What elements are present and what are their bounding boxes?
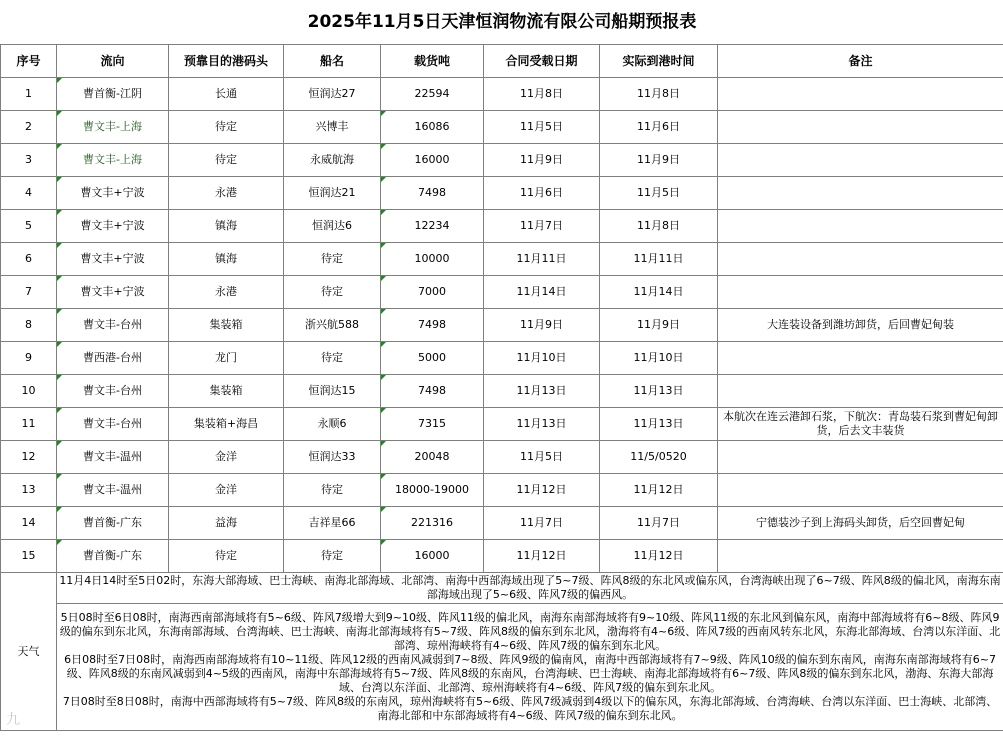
tonnage-cell: 16000 xyxy=(381,540,484,573)
ship-name-cell: 兴博丰 xyxy=(284,111,381,144)
ship-name-cell: 待定 xyxy=(284,540,381,573)
arrival-time-cell: 11/5/0520 xyxy=(600,441,718,474)
contract-date-cell: 11月12日 xyxy=(484,474,600,507)
port-cell: 待定 xyxy=(169,540,284,573)
watermark-logo: 九 xyxy=(6,712,20,728)
port-cell: 集装箱+海昌 xyxy=(169,408,284,441)
table-row xyxy=(1,210,1003,243)
contract-date-cell: 11月11日 xyxy=(484,243,600,276)
table-row xyxy=(1,177,1003,210)
weather-label: 天气 xyxy=(1,573,57,731)
header-cell: 船名 xyxy=(284,45,381,78)
port-cell: 金洋 xyxy=(169,441,284,474)
arrival-time-cell: 11月8日 xyxy=(600,78,718,111)
contract-date-cell: 11月8日 xyxy=(484,78,600,111)
tonnage-cell: 12234 xyxy=(381,210,484,243)
row-number: 14 xyxy=(1,507,57,540)
route-cell: 曹文丰-上海 xyxy=(57,144,169,177)
arrival-time-cell: 11月13日 xyxy=(600,375,718,408)
tonnage-cell: 7498 xyxy=(381,375,484,408)
contract-date-cell: 11月14日 xyxy=(484,276,600,309)
header-cell: 实际到港时间 xyxy=(600,45,718,78)
ship-name-cell: 待定 xyxy=(284,276,381,309)
row-number: 12 xyxy=(1,441,57,474)
header-cell: 流向 xyxy=(57,45,169,78)
table-row xyxy=(1,309,1003,342)
table-row xyxy=(1,342,1003,375)
weather-row xyxy=(1,573,1003,604)
row-number: 6 xyxy=(1,243,57,276)
ship-name-cell: 恒润达21 xyxy=(284,177,381,210)
remark-cell: 本航次在连云港卸石浆，下航次：青岛装石浆到曹妃甸卸货，后去文丰装货 xyxy=(718,408,1003,441)
table-row xyxy=(1,441,1003,474)
tonnage-cell: 7315 xyxy=(381,408,484,441)
table-row xyxy=(1,111,1003,144)
contract-date-cell: 11月5日 xyxy=(484,441,600,474)
remark-cell xyxy=(718,474,1003,507)
route-cell: 曹文丰+宁波 xyxy=(57,210,169,243)
port-cell: 永港 xyxy=(169,276,284,309)
ship-name-cell: 浙兴航588 xyxy=(284,309,381,342)
header-cell: 预靠目的港码头 xyxy=(169,45,284,78)
row-number: 8 xyxy=(1,309,57,342)
tonnage-cell: 5000 xyxy=(381,342,484,375)
arrival-time-cell: 11月12日 xyxy=(600,474,718,507)
ship-name-cell: 恒润达33 xyxy=(284,441,381,474)
ship-name-cell: 恒润达15 xyxy=(284,375,381,408)
header-cell: 合同受载日期 xyxy=(484,45,600,78)
route-cell: 曹文丰-台州 xyxy=(57,408,169,441)
table-row xyxy=(1,507,1003,540)
route-cell: 曹首衡-广东 xyxy=(57,507,169,540)
arrival-time-cell: 11月9日 xyxy=(600,144,718,177)
port-cell: 永港 xyxy=(169,177,284,210)
row-number: 3 xyxy=(1,144,57,177)
port-cell: 龙门 xyxy=(169,342,284,375)
weather-forecast-day5: 5日08时至6日08时，南海西南部海域将有5~6级、阵风7级增大到9~10级、阵风11级的偏北风，南海东南部海域将有9~10级、阵风11级的东北风到偏东风，南海中部海域将有6~8级、阵风9级的偏东到东北风，东海南部海域、台湾海峡、巴士海峡、南海北部海域将有5~7级、阵风8级的偏东到东北风，渤海将有4~6级、阵风7级的西南风转东北风，东海北部海域、台湾以东洋面、北部湾、琼州海峡将有4~6级、阵风7级的偏东到东北风。 xyxy=(59,611,1001,652)
arrival-time-cell: 11月5日 xyxy=(600,177,718,210)
route-cell: 曹文丰-台州 xyxy=(57,375,169,408)
header-cell: 载货吨 xyxy=(381,45,484,78)
ship-name-cell: 待定 xyxy=(284,243,381,276)
row-number: 5 xyxy=(1,210,57,243)
table-row xyxy=(1,276,1003,309)
tonnage-cell: 16086 xyxy=(381,111,484,144)
header-cell: 序号 xyxy=(1,45,57,78)
tonnage-cell: 7498 xyxy=(381,177,484,210)
port-cell: 长通 xyxy=(169,78,284,111)
row-number: 15 xyxy=(1,540,57,573)
table-row xyxy=(1,243,1003,276)
port-cell: 益海 xyxy=(169,507,284,540)
table-row xyxy=(1,375,1003,408)
ship-name-cell: 吉祥星66 xyxy=(284,507,381,540)
weather-forecast-day6: 6日08时至7日08时，南海西南部海域将有10~11级、阵风12级的西南风减弱到7~8级、阵风9级的偏南风，南海中西部海域将有7~9级、阵风10级的偏东到东南风，南海东南部海域将有6~7级、阵风8级的东南风减弱到4~5级的西南风，南海中东部海域将有5~7级、阵风8级的东南风，台湾海峡、巴士海峡、南海北部海域将有6~7级、阵风8级的偏东到东北风，渤海、东海大部海域、台湾以东洋面、北部湾、琼州海峡将有4~6级、阵风7级的偏东到东北风。 xyxy=(64,653,996,694)
arrival-time-cell: 11月10日 xyxy=(600,342,718,375)
tonnage-cell: 18000-19000 xyxy=(381,474,484,507)
table-row xyxy=(1,408,1003,441)
port-cell: 集装箱 xyxy=(169,309,284,342)
page-title: 2025年11月5日天津恒润物流有限公司船期预报表 xyxy=(1,0,1003,45)
arrival-time-cell: 11月14日 xyxy=(600,276,718,309)
tonnage-cell: 221316 xyxy=(381,507,484,540)
port-cell: 镇海 xyxy=(169,243,284,276)
arrival-time-cell: 11月13日 xyxy=(600,408,718,441)
route-cell: 曹西港-台州 xyxy=(57,342,169,375)
arrival-time-cell: 11月11日 xyxy=(600,243,718,276)
table-row xyxy=(1,78,1003,111)
remark-cell xyxy=(718,540,1003,573)
route-cell: 曹文丰-温州 xyxy=(57,441,169,474)
contract-date-cell: 11月7日 xyxy=(484,507,600,540)
weather-forecast-row xyxy=(1,604,1003,731)
weather-forecast-day7: 7日08时至8日08时，南海中西部海域将有5~7级、阵风8级的东南风，琼州海峡将有5~6级、阵风7级减弱到4级以下的偏东风，东海北部海域、台湾海峡、台湾以东洋面、巴士海峡、北部湾、南海北部和中东部海域将有4~6级、阵风7级的偏东到东北风。 xyxy=(62,695,998,722)
contract-date-cell: 11月10日 xyxy=(484,342,600,375)
port-cell: 金洋 xyxy=(169,474,284,507)
weather-observed: 11月4日14时至5日02时，东海大部海域、巴士海峡、南海北部海域、北部湾、南海中西部海域出现了5~7级、阵风8级的东北风或偏东风，台湾海峡出现了6~7级、阵风8级的偏北风，南海东南部海域出现了5~6级、阵风7级的偏西风。 xyxy=(57,573,1003,604)
route-cell: 曹文丰+宁波 xyxy=(57,243,169,276)
contract-date-cell: 11月13日 xyxy=(484,408,600,441)
arrival-time-cell: 11月6日 xyxy=(600,111,718,144)
remark-cell xyxy=(718,78,1003,111)
row-number: 4 xyxy=(1,177,57,210)
remark-cell xyxy=(718,144,1003,177)
ship-name-cell: 待定 xyxy=(284,342,381,375)
port-cell: 镇海 xyxy=(169,210,284,243)
ship-name-cell: 待定 xyxy=(284,474,381,507)
remark-cell xyxy=(718,276,1003,309)
route-cell: 曹首衡-江阴 xyxy=(57,78,169,111)
remark-cell xyxy=(718,342,1003,375)
route-cell: 曹文丰+宁波 xyxy=(57,177,169,210)
header-cell: 备注 xyxy=(718,45,1003,78)
row-number: 9 xyxy=(1,342,57,375)
port-cell: 待定 xyxy=(169,111,284,144)
contract-date-cell: 11月6日 xyxy=(484,177,600,210)
remark-cell xyxy=(718,111,1003,144)
contract-date-cell: 11月7日 xyxy=(484,210,600,243)
tonnage-cell: 10000 xyxy=(381,243,484,276)
contract-date-cell: 11月5日 xyxy=(484,111,600,144)
table-row xyxy=(1,144,1003,177)
row-number: 1 xyxy=(1,78,57,111)
remark-cell xyxy=(718,177,1003,210)
port-cell: 集装箱 xyxy=(169,375,284,408)
remark-cell xyxy=(718,375,1003,408)
header-row xyxy=(1,45,1003,78)
contract-date-cell: 11月12日 xyxy=(484,540,600,573)
route-cell: 曹文丰-温州 xyxy=(57,474,169,507)
ship-name-cell: 永顺6 xyxy=(284,408,381,441)
row-number: 11 xyxy=(1,408,57,441)
contract-date-cell: 11月9日 xyxy=(484,144,600,177)
arrival-time-cell: 11月12日 xyxy=(600,540,718,573)
route-cell: 曹文丰-台州 xyxy=(57,309,169,342)
weather-forecast xyxy=(57,604,1003,731)
port-cell: 待定 xyxy=(169,144,284,177)
arrival-time-cell: 11月8日 xyxy=(600,210,718,243)
tonnage-cell: 16000 xyxy=(381,144,484,177)
remark-cell xyxy=(718,441,1003,474)
row-number: 7 xyxy=(1,276,57,309)
table-row xyxy=(1,540,1003,573)
remark-cell: 大连装设备到潍坊卸货，后回曹妃甸装 xyxy=(718,309,1003,342)
tonnage-cell: 22594 xyxy=(381,78,484,111)
row-number: 10 xyxy=(1,375,57,408)
ship-name-cell: 恒润达27 xyxy=(284,78,381,111)
ship-name-cell: 恒润达6 xyxy=(284,210,381,243)
remark-cell xyxy=(718,210,1003,243)
tonnage-cell: 7000 xyxy=(381,276,484,309)
contract-date-cell: 11月13日 xyxy=(484,375,600,408)
route-cell: 曹文丰-上海 xyxy=(57,111,169,144)
remark-cell: 宁德装沙子到上海码头卸货，后空回曹妃甸 xyxy=(718,507,1003,540)
remark-cell xyxy=(718,243,1003,276)
ship-name-cell: 永威航海 xyxy=(284,144,381,177)
row-number: 13 xyxy=(1,474,57,507)
arrival-time-cell: 11月7日 xyxy=(600,507,718,540)
arrival-time-cell: 11月9日 xyxy=(600,309,718,342)
tonnage-cell: 7498 xyxy=(381,309,484,342)
row-number: 2 xyxy=(1,111,57,144)
route-cell: 曹文丰+宁波 xyxy=(57,276,169,309)
tonnage-cell: 20048 xyxy=(381,441,484,474)
route-cell: 曹首衡-广东 xyxy=(57,540,169,573)
contract-date-cell: 11月9日 xyxy=(484,309,600,342)
table-row xyxy=(1,474,1003,507)
